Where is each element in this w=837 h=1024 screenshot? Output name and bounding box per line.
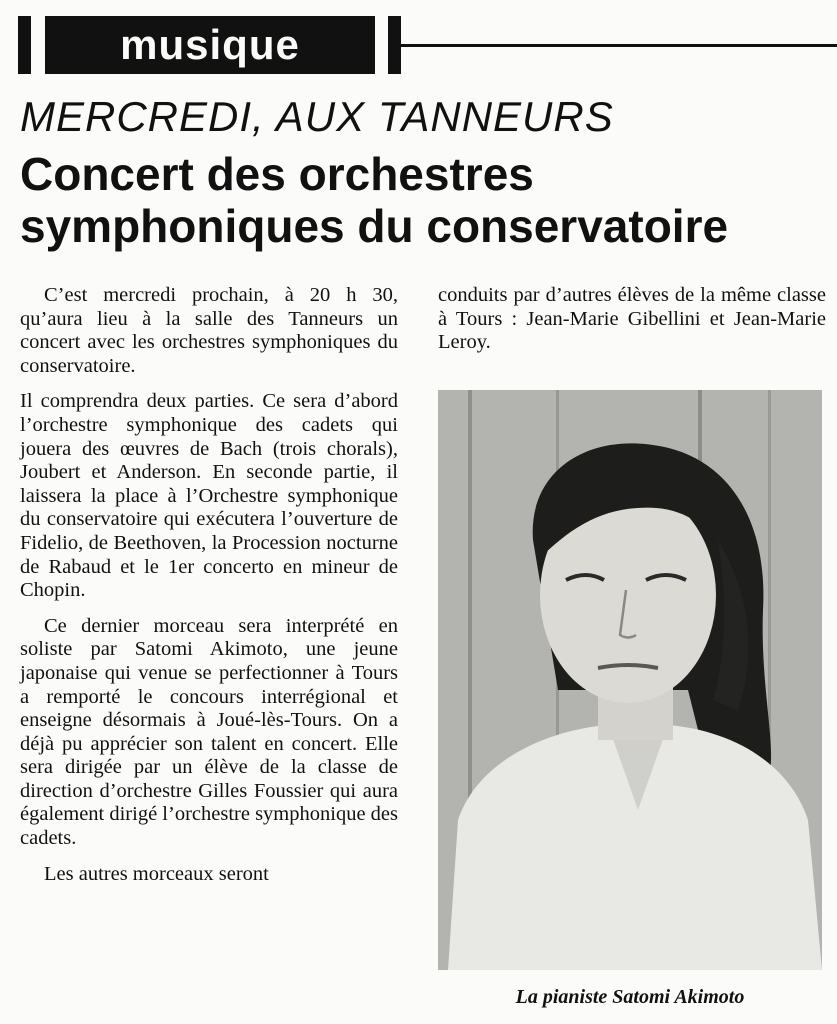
paragraph-3: Ce dernier morceau sera interprété en soliste par Satomi Akimoto, une jeune japonaise qui venue se perfectionner à Tours a remporté le concours interrégional et enseigne désormais à Joué-lès-Tours. On a déjà pu apprécier son talent en concert. Elle sera dirigée par un élève de la classe de direction d’orchestre Gilles Foussier qui aura également dirigé l’orchestre symphonique des cadets. xyxy=(20,614,398,850)
paragraph-4: Les autres morceaux seront xyxy=(44,862,269,885)
headline-line-1: Concert des orchestres xyxy=(20,148,534,200)
rubric-bar-right xyxy=(388,16,401,74)
rubric-rule xyxy=(401,44,837,47)
portrait-photo xyxy=(438,390,822,970)
headline-line-2: symphoniques du conservatoire xyxy=(20,200,729,252)
article-column-right xyxy=(438,284,826,355)
headline xyxy=(20,148,830,252)
photo-caption: La pianiste Satomi Akimoto xyxy=(515,986,745,1008)
article-column-left xyxy=(20,284,398,886)
rubric-bar-left xyxy=(18,16,31,74)
kicker: MERCREDI, AUX TANNEURS xyxy=(20,93,614,140)
paragraph-2: Il comprendra deux parties. Ce sera d’abord l’orchestre symphonique des cadets qui jouera des œuvres de Bach (trois chorals), Joubert et Anderson. En seconde partie, il laissera la place à l’Orchestre symphonique du conservatoire qui exécutera l’ouverture de Fidelio, de Beethoven, la Procession nocturne de Rabaud et le 1er concerto en mineur de Chopin. xyxy=(20,390,398,602)
paragraph-5: conduits par d’autres élèves de la même classe à Tours : Jean-Marie Gibellini et Jean-Marie Leroy. xyxy=(438,284,826,354)
section-label: musique xyxy=(45,16,375,74)
portrait-illustration xyxy=(438,390,822,970)
paragraph-1: C’est mercredi prochain, à 20 h 30, qu’aura lieu à la salle des Tanneurs un concert avec les orchestres symphoniques du conservatoire. xyxy=(20,284,398,377)
